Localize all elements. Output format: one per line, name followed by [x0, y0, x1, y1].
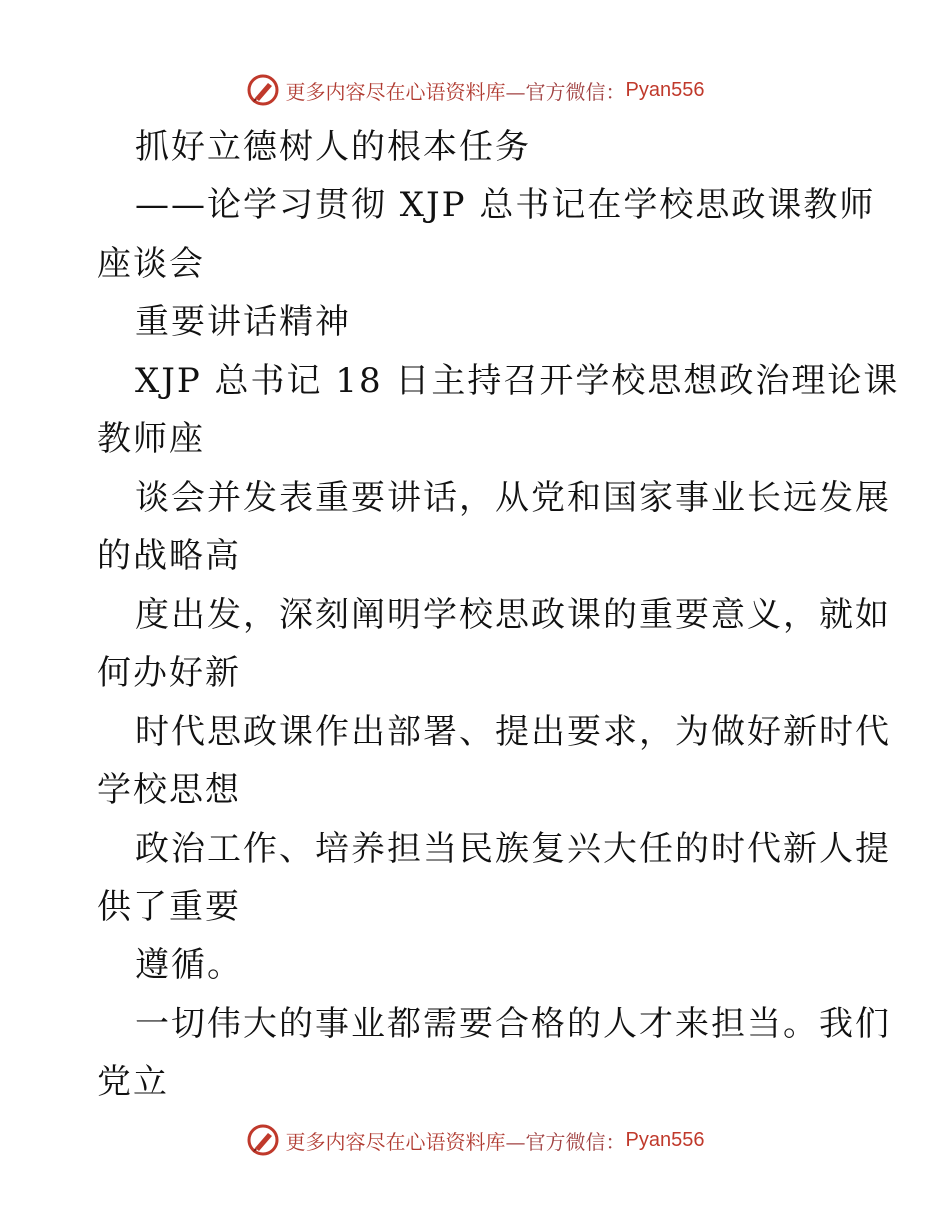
- paragraph-line: 一切伟大的事业都需要合格的人才来担当。我们: [135, 1004, 891, 1044]
- paragraph-line: 供了重要: [97, 887, 241, 927]
- pen-logo-icon: [246, 1123, 280, 1157]
- paragraph-line: 谈会并发表重要讲话，从党和国家事业长远发展: [135, 478, 891, 518]
- watermark-sub-text: —官方微信：: [505, 79, 626, 104]
- watermark-main-text: 更多内容尽在心语资料库: [285, 79, 506, 104]
- paragraph-line: 学校思想: [97, 770, 241, 810]
- paragraph-line: 何办好新: [97, 653, 241, 693]
- doc-title: 抓好立德树人的根本任务: [135, 127, 531, 167]
- watermark-id-text: Pyan556: [625, 1128, 705, 1151]
- paragraph-line: 度出发，深刻阐明学校思政课的重要意义，就如: [135, 595, 891, 635]
- paragraph-line: 党立: [97, 1062, 169, 1102]
- paragraph-line: 时代思政课作出部署、提出要求，为做好新时代: [135, 712, 891, 752]
- watermark-sub-text: —官方微信：: [505, 1129, 626, 1154]
- watermark-id-text: Pyan556: [625, 78, 705, 101]
- paragraph-line: 遵循。: [135, 945, 243, 985]
- doc-subtitle-line: ——论学习贯彻 XJP 总书记在学校思政课教师: [135, 185, 876, 225]
- paragraph-line: 教师座: [97, 419, 205, 459]
- watermark-main-text: 更多内容尽在心语资料库: [285, 1129, 506, 1154]
- paragraph-line: XJP 总书记 18 日主持召开学校思想政治理论课: [135, 361, 900, 401]
- footer-watermark: [0, 1120, 950, 1160]
- doc-subtitle-line: 座谈会: [97, 244, 205, 284]
- doc-subtitle-line: 重要讲话精神: [135, 302, 351, 342]
- paragraph-line: 的战略高: [97, 536, 241, 576]
- paragraph-line: 政治工作、培养担当民族复兴大任的时代新人提: [135, 829, 891, 869]
